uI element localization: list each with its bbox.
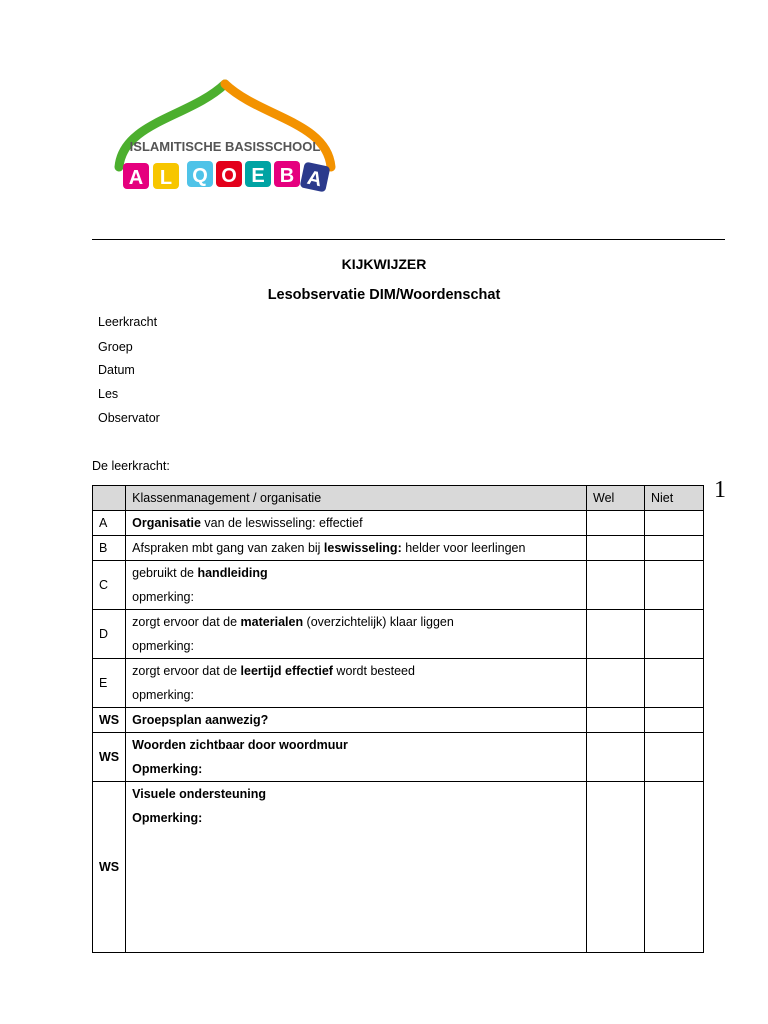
logo-school-line: ISLAMITISCHE BASISSCHOOL (129, 139, 321, 154)
table-row (93, 511, 704, 536)
row-description-after: helder voor leerlingen (401, 541, 526, 555)
row-remark-label[interactable]: opmerking: (132, 590, 194, 604)
table-row (93, 733, 704, 782)
row-description-before: gebruikt de (132, 566, 198, 580)
row-description-before: zorgt ervoor dat de (132, 664, 241, 678)
wel-checkbox-cell[interactable] (587, 659, 645, 708)
row-description-bold: leertijd effectief (240, 664, 333, 678)
table-row (93, 561, 704, 610)
logo-block-letter: E (251, 165, 265, 187)
row-description (126, 782, 587, 953)
row-description-text: Visuele ondersteuning (132, 787, 266, 801)
row-code: E (93, 659, 126, 708)
intro-text: De leerkracht: (92, 459, 170, 473)
wel-checkbox-cell[interactable] (587, 782, 645, 953)
field-label-groep: Groep (98, 340, 133, 354)
niet-checkbox-cell[interactable] (645, 733, 704, 782)
header-code-cell (93, 486, 126, 511)
header-divider (92, 239, 725, 240)
row-code: WS (93, 708, 126, 733)
table-row (93, 659, 704, 708)
row-description: Groepsplan aanwezig? (126, 708, 587, 733)
row-code: A (93, 511, 126, 536)
table-row (93, 708, 704, 733)
observation-table (92, 485, 704, 953)
logo-block-letter: O (221, 165, 237, 187)
row-remark-label[interactable]: Opmerking: (132, 811, 203, 825)
row-description-after: van de leswisseling: effectief (200, 516, 363, 530)
row-description (126, 733, 587, 782)
niet-checkbox-cell[interactable] (645, 782, 704, 953)
table-row (93, 536, 704, 561)
row-description-bold: Organisatie (132, 516, 201, 530)
table-row (93, 782, 704, 953)
row-description-text: Woorden zichtbaar door woordmuur (132, 738, 348, 752)
field-label-observator: Observator (98, 411, 160, 425)
header-wel-cell: Wel (587, 486, 645, 511)
logo-block-letter: A (305, 166, 324, 192)
niet-checkbox-cell[interactable] (645, 511, 704, 536)
row-remark-label[interactable]: opmerking: (132, 639, 194, 653)
row-description (126, 561, 587, 610)
row-description (126, 610, 587, 659)
wel-checkbox-cell[interactable] (587, 536, 645, 561)
wel-checkbox-cell[interactable] (587, 511, 645, 536)
row-remark-label[interactable]: opmerking: (132, 688, 194, 702)
logo-block-letter: Q (192, 165, 208, 187)
row-code: WS (93, 782, 126, 953)
row-description (126, 536, 587, 561)
field-label-datum: Datum (98, 363, 135, 377)
row-description-after: wordt besteed (332, 664, 415, 678)
document-subtitle: Lesobservatie DIM/Woordenschat (267, 287, 501, 303)
row-description-before: Afspraken mbt gang van zaken bij (132, 541, 324, 555)
header-niet-cell: Niet (645, 486, 704, 511)
row-description-before: zorgt ervoor dat de (132, 615, 241, 629)
row-remark-label[interactable]: Opmerking: (132, 762, 203, 776)
niet-checkbox-cell[interactable] (645, 610, 704, 659)
row-description-bold: materialen (240, 615, 304, 629)
niet-checkbox-cell[interactable] (645, 708, 704, 733)
row-description-after: (overzichtelijk) klaar liggen (303, 615, 454, 629)
school-logo (105, 72, 345, 202)
niet-checkbox-cell[interactable] (645, 536, 704, 561)
row-description (126, 659, 587, 708)
field-label-leerkracht: Leerkracht (98, 315, 158, 329)
logo-block-letter: A (128, 167, 144, 189)
field-label-les: Les (98, 387, 119, 401)
row-description-bold: handleiding (197, 566, 268, 580)
logo-block-letter: B (279, 165, 295, 187)
row-code: B (93, 536, 126, 561)
wel-checkbox-cell[interactable] (587, 708, 645, 733)
wel-checkbox-cell[interactable] (587, 733, 645, 782)
header-description-cell: Klassenmanagement / organisatie (126, 486, 587, 511)
wel-checkbox-cell[interactable] (587, 610, 645, 659)
row-code: D (93, 610, 126, 659)
document-title: KIJKWIJZER (341, 256, 427, 272)
row-description (126, 511, 587, 536)
logo-block-letter: L (159, 167, 173, 189)
niet-checkbox-cell[interactable] (645, 659, 704, 708)
table-row (93, 610, 704, 659)
row-code: WS (93, 733, 126, 782)
page-number: 1 (714, 477, 726, 503)
row-code: C (93, 561, 126, 610)
wel-checkbox-cell[interactable] (587, 561, 645, 610)
row-description-bold: leswisseling: (323, 541, 402, 555)
table-header-row (93, 486, 704, 511)
niet-checkbox-cell[interactable] (645, 561, 704, 610)
